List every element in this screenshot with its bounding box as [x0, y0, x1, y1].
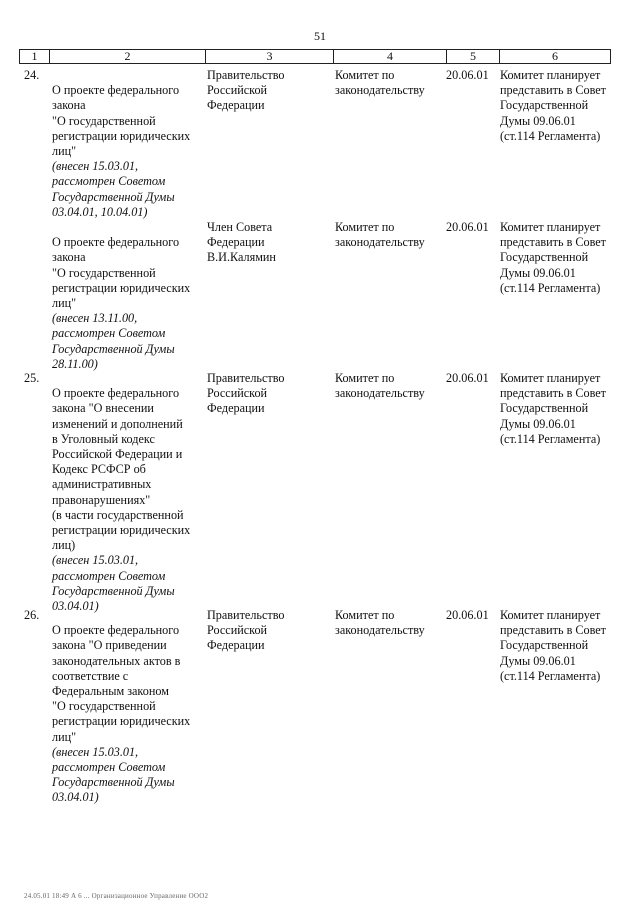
bill-note: (внесен 15.03.01, рассмотрен Советом Государственной Думы 03.04.01, 10.04.01) — [52, 159, 175, 219]
date: 20.06.01 — [446, 220, 489, 234]
bill-author: Правительство Российской Федерации — [207, 68, 285, 113]
committee-plan: Комитет планирует представить в Совет Государственной Думы 09.06.01 (ст.114 Регламента) — [500, 371, 607, 446]
bill-author: Правительство Российской Федерации — [207, 371, 285, 416]
bill-note: (внесен 13.11.00, рассмотрен Советом Государственной Думы 28.11.00) — [52, 311, 175, 371]
committee-plan: Комитет планирует представить в Совет Государственной Думы 09.06.01 (ст.114 Регламента) — [500, 220, 607, 295]
responsible-committee: Комитет по законодательству — [335, 68, 425, 98]
bill-description — [52, 68, 204, 235]
bill-title: О проекте федерального закона "О внесении изменений и дополнений в Уголовный кодекс Российской Федерации и Кодекс РСФСР об административных правонарушениях" (в части государственной регистрации юридических лиц) — [52, 386, 191, 553]
bill-title: О проекте федерального закона "О приведении законодательных актов в соответствие с Федеральным законом "О государственной регистрации юридических лиц" — [52, 623, 191, 744]
row-number: 26. — [24, 608, 40, 622]
row-number: 24. — [24, 68, 40, 82]
responsible-committee: Комитет по законодательству — [335, 371, 425, 401]
bill-description — [52, 220, 204, 387]
bill-author: Правительство Российской Федерации — [207, 608, 285, 653]
header-col-5: 5 — [470, 49, 476, 63]
header-col-2: 2 — [124, 49, 131, 63]
bill-description — [52, 371, 204, 629]
committee-plan: Комитет планирует представить в Совет Государственной Думы 09.06.01 (ст.114 Регламента) — [500, 68, 607, 143]
date: 20.06.01 — [446, 608, 489, 622]
page-number: 51 — [314, 29, 326, 43]
table-header — [19, 49, 611, 64]
row-number: 25. — [24, 371, 40, 385]
bill-description — [52, 608, 204, 821]
date: 20.06.01 — [446, 371, 489, 385]
responsible-committee: Комитет по законодательству — [335, 220, 425, 250]
header-col-6: 6 — [552, 49, 558, 63]
bill-note: (внесен 15.03.01, рассмотрен Советом Государственной Думы 03.04.01) — [52, 744, 175, 805]
header-col-3: 3 — [266, 49, 273, 63]
bill-note: (внесен 15.03.01, рассмотрен Советом Государственной Думы 03.04.01) — [52, 553, 175, 614]
bill-title: О проекте федерального закона "О государственной регистрации юридических лиц" — [52, 235, 191, 311]
responsible-committee: Комитет по законодательству — [335, 608, 425, 638]
bill-title: О проекте федерального закона "О государственной регистрации юридических лиц" — [52, 83, 191, 159]
committee-plan: Комитет планирует представить в Совет Государственной Думы 09.06.01 (ст.114 Регламента) — [500, 608, 607, 683]
header-col-4: 4 — [387, 49, 393, 63]
date: 20.06.01 — [446, 68, 489, 82]
header-col-1: 1 — [31, 49, 38, 63]
fax-footer: 24.05.01 18:49 А 6 ... Организационное Управление ООО2 — [24, 892, 209, 900]
bill-author: Член Совета Федерации В.И.Калямин — [207, 220, 276, 265]
